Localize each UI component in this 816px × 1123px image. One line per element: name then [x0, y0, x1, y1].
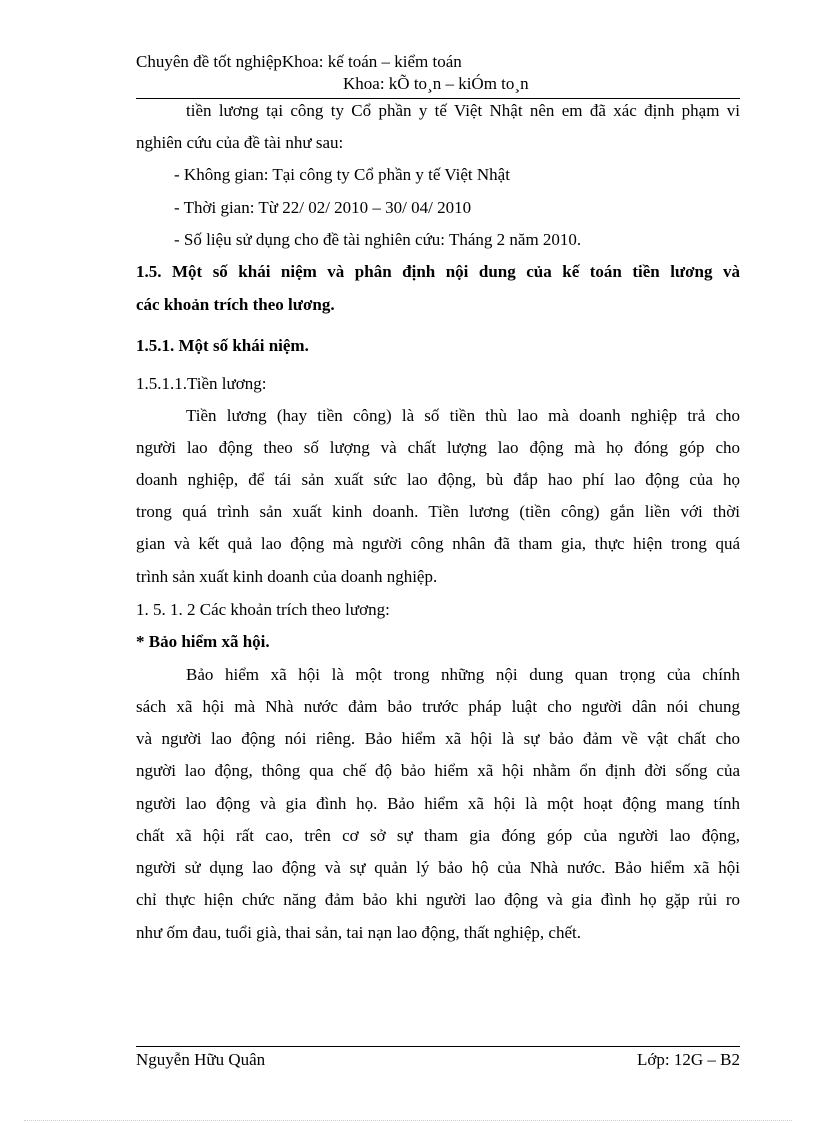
paragraph-line: trình sản xuất kinh doanh của doanh nghiệp.	[136, 567, 438, 586]
paragraph-line: doanh nghiệp, để tái sản xuất sức lao động, bù đắp hao phí lao động của họ	[136, 470, 740, 489]
paragraph-line: trong quá trình sản xuất kinh doanh. Tiền lương (tiền công) gắn liền với thời	[136, 502, 740, 521]
footer-class: Lớp: 12G – B2	[637, 1050, 740, 1069]
paragraph-line: Bảo hiểm xã hội là một trong những nội dung quan trọng của chính	[186, 665, 740, 684]
section-heading: 1.5. Một số khái niệm và phân định nội dung của kế toán tiền lương và	[136, 262, 740, 281]
subsection-heading: 1.5.1. Một số khái niệm.	[136, 336, 309, 355]
subsection-title: 1.5.1.1.Tiền lương:	[136, 374, 267, 393]
paragraph-line: và người lao động nói riêng. Bảo hiểm xã hội là sự bảo đảm về vật chất cho	[136, 729, 740, 748]
paragraph-line: như ốm đau, tuổi già, thai sản, tai nạn lao động, thất nghiệp, chết.	[136, 923, 581, 942]
page-edge	[24, 1120, 792, 1121]
paragraph-line: tiền lương tại công ty Cổ phần y tế Việt Nhật nên em đã xác định phạm vi	[186, 101, 740, 120]
footer-divider	[136, 1046, 740, 1047]
paragraph-line: chỉ thực hiện chức năng đảm bảo khi người lao động và gia đình họ gặp rủi ro	[136, 890, 740, 909]
paragraph-line: nghiên cứu của đề tài như sau:	[136, 133, 344, 152]
section-heading: các khoản trích theo lương.	[136, 295, 335, 314]
paragraph-line: người sử dụng lao động và sự quản lý bảo hộ của Nhà nước. Bảo hiểm xã hội	[136, 858, 740, 877]
header-line-1: Chuyên đề tốt nghiệpKhoa: kế toán – kiểm toán	[136, 52, 462, 71]
paragraph-line: sách xã hội mà Nhà nước đảm bảo trước pháp luật cho người dân nói chung	[136, 697, 740, 716]
section-heading: * Bảo hiểm xã hội.	[136, 632, 270, 651]
header-line-2: Khoa: kÕ to¸n – kiÓm to¸n	[343, 74, 529, 93]
paragraph-line: Tiền lương (hay tiền công) là số tiền thù lao mà doanh nghiệp trả cho	[186, 406, 740, 425]
paragraph-line: gian và kết quả lao động mà người công nhân đã tham gia, thực hiện trong quá	[136, 534, 740, 553]
paragraph-line: người lao động, thông qua chế độ bảo hiểm xã hội nhằm ổn định đời sống của	[136, 761, 740, 780]
paragraph-line: chất xã hội rất cao, trên cơ sở sự tham gia đóng góp của người lao động,	[136, 826, 740, 845]
list-item: - Số liệu sử dụng cho đề tài nghiên cứu: Tháng 2 năm 2010.	[174, 230, 582, 249]
paragraph-line: người lao động theo số lượng và chất lượng lao động mà họ đóng góp cho	[136, 438, 740, 457]
paragraph-line: người lao động và gia đình họ. Bảo hiểm xã hội là một hoạt động mang tính	[136, 794, 740, 813]
header-divider	[136, 98, 740, 99]
subsection-title: 1. 5. 1. 2 Các khoản trích theo lương:	[136, 600, 390, 619]
footer-author: Nguyễn Hữu Quân	[136, 1050, 266, 1069]
list-item: - Không gian: Tại công ty Cổ phần y tế Việt Nhật	[174, 165, 510, 184]
list-item: - Thời gian: Từ 22/ 02/ 2010 – 30/ 04/ 2010	[174, 198, 472, 217]
